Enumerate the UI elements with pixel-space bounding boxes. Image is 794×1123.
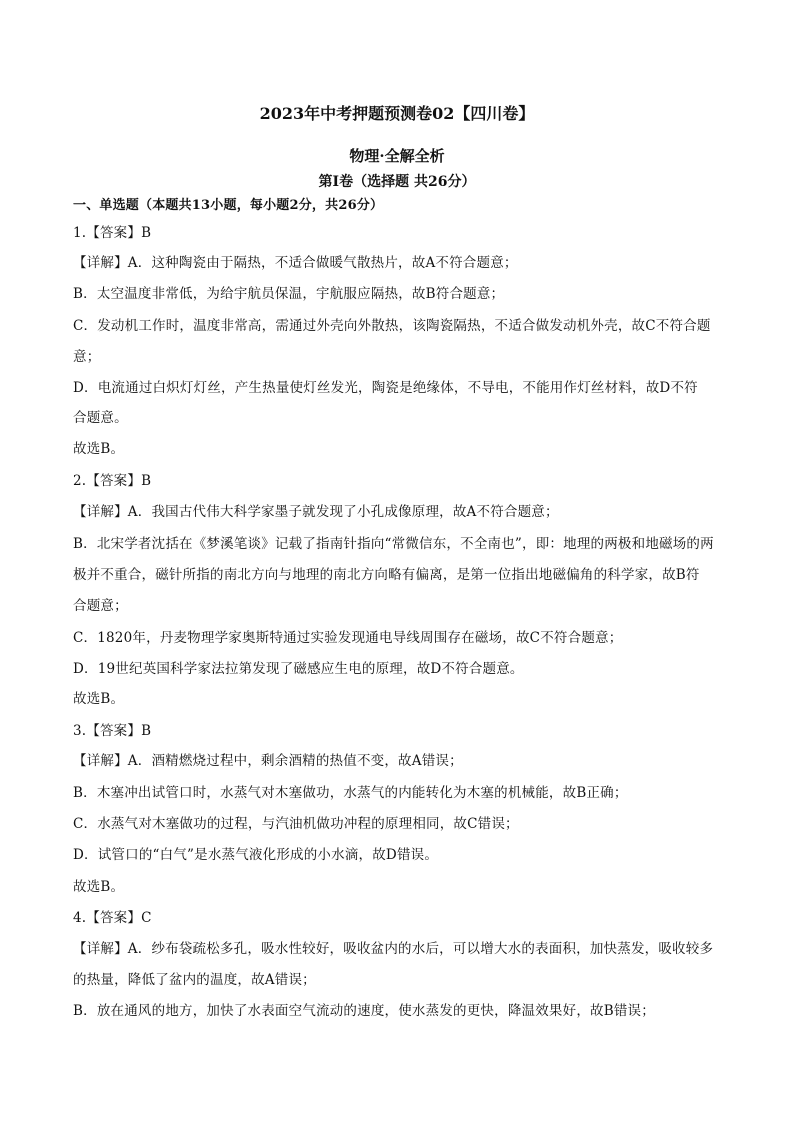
text-line: 故选B。 [73,879,125,895]
text-line: 4.【答案】C [73,910,152,926]
text-line: 【详解】A．纱布袋疏松多孔，吸水性较好，吸收盆内的水后，可以增大水的表面积，加快蒸发，吸收较多 [73,941,714,957]
text-line: D．试管口的“白气”是水蒸气液化形成的小水滴，故D错误。 [73,847,439,863]
text-line: D．19世纪英国科学家法拉第发现了磁感应生电的原理，故D不符合题意。 [73,661,524,677]
text-line: 意； [73,349,101,365]
text-line: 3.【答案】B [73,723,152,739]
text-line: 极并不重合，磁针所指的南北方向与地理的南北方向略有偏离，是第一位指出地磁偏角的科学家，故B符 [73,567,700,583]
text-line: 合题意。 [73,410,128,426]
text-line: 2.【答案】B [73,473,152,489]
text-line: 【详解】A．酒精燃烧过程中，剩余酒精的热值不变，故A错误； [73,753,463,769]
part-heading: 第Ⅰ卷（选择题 共26分） [318,174,476,190]
text-line: B．放在通风的地方，加快了水表面空气流动的速度，使水蒸发的更快，降温效果好，故B错误； [73,1003,655,1019]
doc-subtitle: 物理·全解全析 [349,147,445,165]
text-line: 故选B。 [73,691,125,707]
text-line: C．水蒸气对木塞做功的过程，与汽油机做功冲程的原理相同，故C错误； [73,816,519,832]
text-line: B．北宋学者沈括在《梦溪笔谈》记载了指南针指向“常微信东，不全南也”，即：地理的两极和地磁场的两 [73,536,714,552]
doc-title: 2023年中考押题预测卷02【四川卷】 [259,104,535,123]
text-line: 的热量，降低了盆内的温度，故A错误； [73,972,316,988]
text-line: B．太空温度非常低，为给宇航员保温，宇航服应隔热，故B符合题意； [73,286,505,302]
text-line: 1.【答案】B [73,225,152,241]
text-line: B．木塞冲出试管口时，水蒸气对木塞做功，水蒸气的内能转化为木塞的机械能，故B正确； [73,785,628,801]
text-line: 合题意； [73,598,128,614]
text-line: 【详解】A．我国古代伟大科学家墨子就发现了小孔成像原理，故A不符合题意； [73,504,559,520]
text-line: 【详解】A．这种陶瓷由于隔热，不适合做暖气散热片，故A不符合题意； [73,255,518,271]
text-line: 故选B。 [73,441,125,457]
text-line: D．电流通过白炽灯灯丝，产生热量使灯丝发光，陶瓷是绝缘体，不导电，不能用作灯丝材料，故D不符 [73,380,698,396]
section-heading: 一、单选题（本题共13小题，每小题2分，共26分） [73,198,384,213]
text-line: C．1820年，丹麦物理学家奥斯特通过实验发现通电导线周围存在磁场，故C不符合题意； [73,630,623,646]
text-line: C．发动机工作时，温度非常高，需通过外壳向外散热，该陶瓷隔热，不适合做发动机外壳，故C不符合题 [73,318,711,334]
